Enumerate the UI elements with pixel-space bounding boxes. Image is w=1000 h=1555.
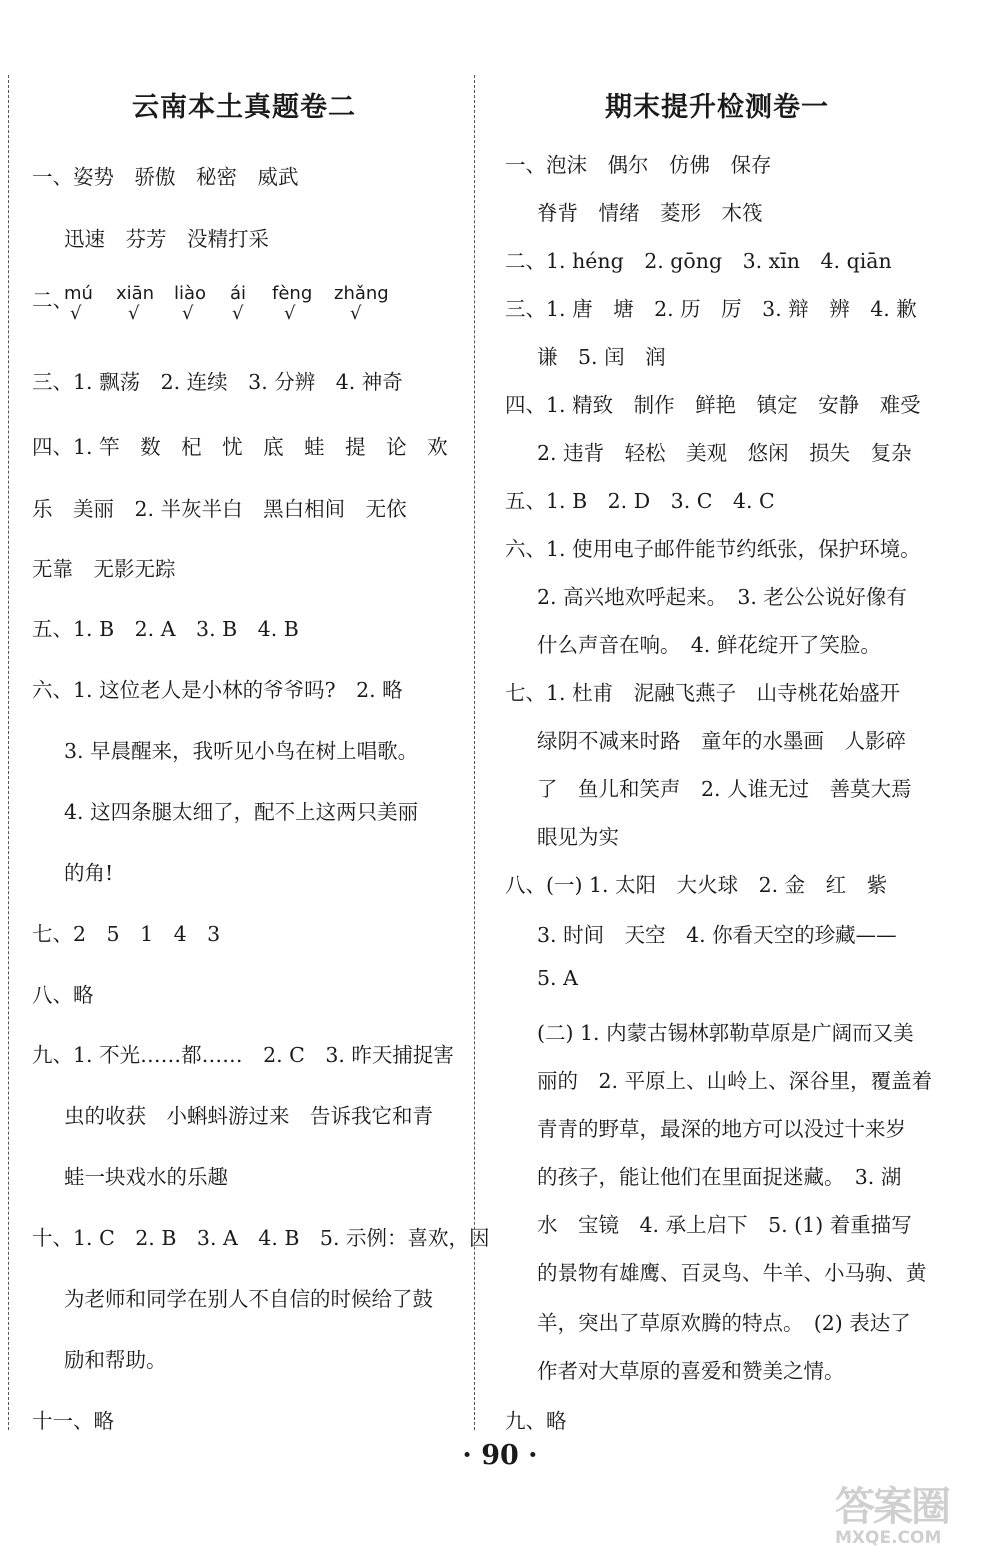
- pinyin-section-label: 二、: [32, 288, 73, 312]
- answer-line: 一、姿势 骄傲 秘密 威武: [32, 165, 299, 189]
- answer-line: 作者对大草原的喜爱和赞美之情。: [537, 1359, 845, 1383]
- answer-line: 什么声音在响。 4. 鲜花绽开了笑脸。: [537, 633, 881, 657]
- answer-line: 五、1. B 2. A 3. B 4. B: [32, 617, 299, 641]
- answer-line: 四、1. 竿 数 杞 忧 底 蛙 提 论 欢: [32, 435, 448, 459]
- left-margin-divider: [8, 75, 9, 1430]
- answer-line: 乐 美丽 2. 半灰半白 黑白相间 无依: [32, 497, 407, 521]
- left-title: 云南本土真题卷二: [132, 92, 356, 123]
- answer-line: 的孩子，能让他们在里面捉迷藏。 3. 湖: [537, 1165, 902, 1189]
- answer-line: 七、1. 杜甫 泥融飞燕子 山寺桃花始盛开: [505, 681, 901, 705]
- watermark-url: MXQE.COM: [835, 1528, 942, 1548]
- answer-line: 迅速 芬芳 没精打采: [64, 227, 269, 251]
- answer-line: 无靠 无影无踪: [32, 557, 176, 581]
- answer-line: 水 宝镜 4. 承上启下 5. (1) 着重描写: [537, 1213, 912, 1237]
- answer-line: 虫的收获 小蝌蚪游过来 告诉我它和青: [64, 1104, 433, 1128]
- answer-line: 七、2 5 1 4 3: [32, 922, 221, 946]
- answer-line: 一、泡沫 偶尔 仿佛 保存: [505, 153, 772, 177]
- answer-line: 六、1. 这位老人是小林的爷爷吗? 2. 略: [32, 678, 403, 702]
- answer-line: 六、1. 使用电子邮件能节约纸张，保护环境。: [505, 537, 921, 561]
- answer-line: 十一、略: [32, 1409, 114, 1433]
- answer-line: 三、1. 飘荡 2. 连续 3. 分辨 4. 神奇: [32, 370, 403, 394]
- answer-line: 十、1. C 2. B 3. A 4. B 5. 示例：喜欢，因: [32, 1226, 490, 1250]
- answer-line: 4. 这四条腿太细了，配不上这两只美丽: [64, 800, 419, 824]
- answer-line: 蛙一块戏水的乐趣: [64, 1165, 228, 1189]
- answer-line: 2. 违背 轻松 美观 悠闲 损失 复杂: [537, 441, 912, 465]
- check-mark-icon: √: [284, 303, 296, 324]
- check-mark-icon: √: [232, 303, 244, 324]
- answer-line: 的景物有雄鹰、百灵鸟、牛羊、小马驹、黄: [537, 1261, 927, 1285]
- answer-line: 2. 高兴地欢呼起来。 3. 老公公说好像有: [537, 585, 907, 609]
- answer-line: 羊，突出了草原欢腾的特点。 (2) 表达了: [537, 1311, 911, 1335]
- answer-line: 脊背 情绪 菱形 木筏: [537, 201, 763, 225]
- pinyin-item: fèng: [272, 283, 313, 304]
- answer-line: 九、略: [505, 1409, 567, 1433]
- pinyin-item: liào: [174, 283, 207, 304]
- answer-line: 的角!: [64, 861, 114, 885]
- answer-line: 谦 5. 闰 润: [537, 345, 666, 369]
- answer-line: 3. 时间 天空 4. 你看天空的珍藏——: [537, 923, 897, 947]
- answer-line: 丽的 2. 平原上、山岭上、深谷里，覆盖着: [537, 1069, 933, 1093]
- watermark: [835, 1475, 995, 1550]
- check-mark-icon: √: [70, 303, 82, 324]
- pinyin-item: xiān: [116, 283, 155, 304]
- answer-line: 二、1. héng 2. gōng 3. xīn 4. qiān: [505, 249, 892, 273]
- answer-line: 为老师和同学在别人不自信的时候给了鼓: [64, 1287, 433, 1311]
- answer-line: 眼见为实: [537, 825, 619, 849]
- answer-line: 了 鱼儿和笑声 2. 人谁无过 善莫大焉: [537, 777, 912, 801]
- pinyin-item: ái: [230, 283, 247, 304]
- pinyin-item: zhǎng: [334, 283, 389, 304]
- answer-line: 三、1. 唐 塘 2. 历 厉 3. 辩 辨 4. 歉: [505, 297, 917, 321]
- answer-line: 四、1. 精致 制作 鲜艳 镇定 安静 难受: [505, 393, 921, 417]
- answer-line: 八、略: [32, 983, 94, 1007]
- answer-line: 青青的野草，最深的地方可以没过十来岁: [537, 1117, 906, 1141]
- answer-line: 绿阴不减来时路 童年的水墨画 人影碎: [537, 729, 906, 753]
- answer-line: 励和帮助。: [64, 1348, 167, 1372]
- pinyin-item: mú: [64, 283, 93, 304]
- check-mark-icon: √: [182, 303, 194, 324]
- answer-line: 八、(一) 1. 太阳 大火球 2. 金 红 紫: [505, 873, 888, 897]
- check-mark-icon: √: [350, 303, 362, 324]
- page-number: · 90 ·: [462, 1440, 538, 1471]
- answer-line: 五、1. B 2. D 3. C 4. C: [505, 489, 775, 513]
- answer-line: (二) 1. 内蒙古锡林郭勒草原是广阔而又美: [537, 1021, 914, 1045]
- answer-line: 九、1. 不光……都…… 2. C 3. 昨天捕捉害: [32, 1043, 454, 1067]
- answer-line: 5. A: [537, 966, 578, 990]
- check-mark-icon: √: [128, 303, 140, 324]
- answer-line: 3. 早晨醒来，我听见小鸟在树上唱歌。: [64, 739, 419, 763]
- watermark-logo-icon: 答案圈: [835, 1484, 949, 1530]
- right-title: 期末提升检测卷一: [605, 92, 829, 123]
